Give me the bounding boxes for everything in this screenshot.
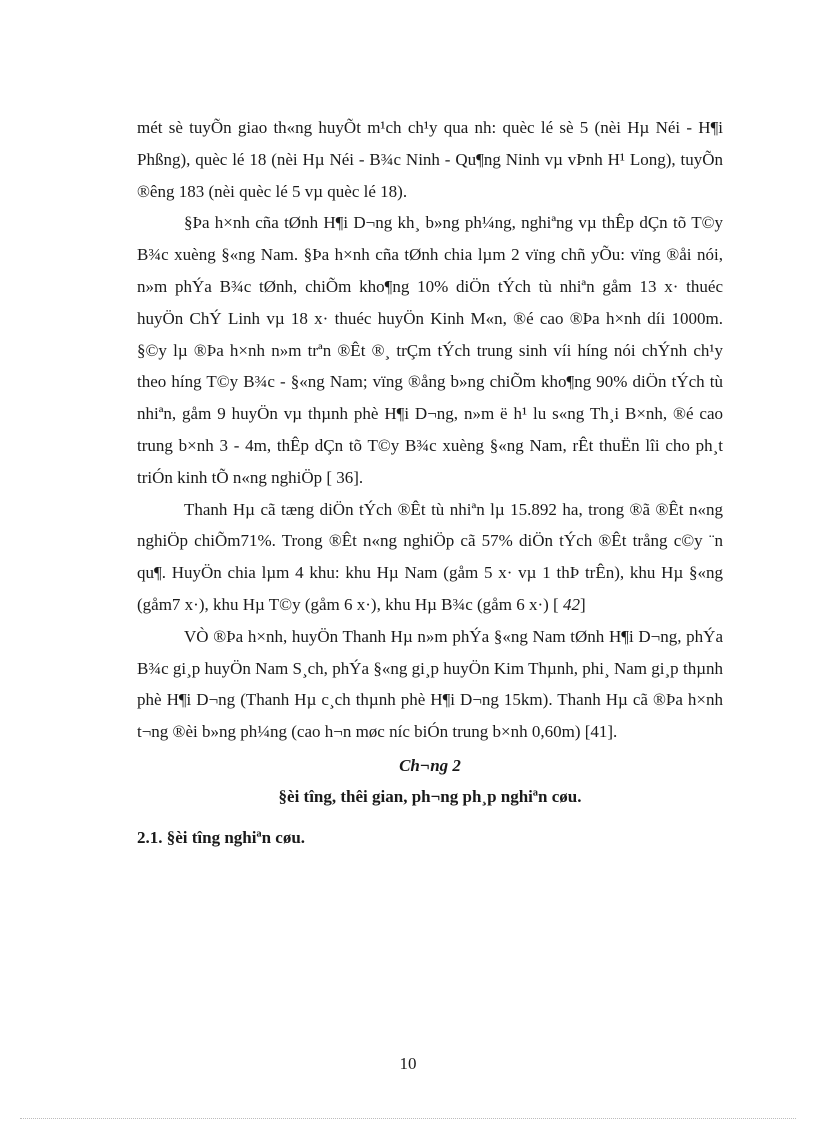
citation-42: 42 (562, 594, 580, 614)
page-bottom-divider (20, 1118, 796, 1119)
paragraph-terrain: §Þa h×nh cña tØnh H¶i D¬ng kh¸ b»ng ph¼ng, nghiªng vµ thÊp dÇn tõ T©y B¾c xuèng §«ng Nam. §Þa h×nh cña tØnh chia lµm 2 vïng chñ yÕu: vïng ®åi nói, n»m phÝa B¾c tØnh, chiÕm kho¶ng 10% diÖn tÝch tù nhiªn gåm 13 x· thuéc huyÖn ChÝ Linh vµ 18 x· thuéc huyÖn Kinh M«n, ®é cao ®Þa h×nh díi 1000m. §©y lµ ®Þa h×nh n»m trªn ®Êt ®¸ trÇm tÝch trung sinh víi híng nói chÝnh ch¹y theo híng T©y B¾c - §«ng Nam; vïng ®ång b»ng chiÕm kho¶ng 90% diÖn tÝch tù nhiªn, gåm 9 huyÖn vµ thµnh phè H¶i D¬ng, n»m ë h¹ lu s«ng Th¸i B×nh, ®é cao trung b×nh 3 - 4m, thÊp dÇn tõ T©y B¾c xuèng §«ng Nam, rÊt thuËn lîi cho ph¸t triÓn kinh tÕ n«ng nghiÖp [ 36]. (137, 213, 723, 487)
chapter-subtitle: §èi tîng, thêi gian, ph¬ng ph¸p nghiªn cøu. (278, 786, 582, 806)
chapter-title: Ch¬ng 2 (399, 755, 461, 775)
page-number: 10 (399, 1054, 417, 1073)
citation-42-close: ] (579, 594, 586, 614)
paragraph-transport: mét sè tuyÕn giao th«ng huyÕt m¹ch ch¹y qua nh: quèc lé sè 5 (nèi Hµ Néi - H¶i Phßng), quèc lé 18 (nèi Hµ Néi - B¾c Ninh - Qu¶ng Ninh vµ vÞnh H¹ Long), tuyÕn ®êng 183 (nèi quèc lé 5 vµ quèc lé 18). (137, 118, 723, 201)
paragraph-land-area (137, 494, 723, 621)
paragraph-land-area-text: Thanh Hµ cã tæng diÖn tÝch ®Êt tù nhiªn lµ 15.892 ha, trong ®ã ®Êt n«ng nghiÖp chiÕm71%. Trong ®Êt n«ng nghiÖp cã 57% diÖn tÝch ®Êt trång c©y ¨n qu¶. HuyÖn chia lµm 4 khu: khu Hµ Nam (gåm 5 x· vµ 1 thÞ trÊn), khu Hµ §«ng (gåm7 x·), khu Hµ T©y (gåm 6 x·), khu Hµ B¾c (gåm 6 x·) [ (137, 499, 723, 614)
paragraph-location: VÒ ®Þa h×nh, huyÖn Thanh Hµ n»m phÝa §«ng Nam tØnh H¶i D¬ng, phÝa B¾c gi¸p huyÖn Nam S¸ch, phÝa §«ng gi¸p huyÖn Kim Thµnh, phi¸ Nam gi¸p thµnh phè H¶i D¬ng (Thanh Hµ c¸ch thµnh phè H¶i D¬ng 15km). Thanh Hµ cã ®Þa h×nh t¬ng ®èi b»ng ph¼ng (cao h¬n møc níc biÓn trung b×nh 0,60m) [41]. (137, 626, 723, 742)
section-heading: 2.1. §èi tîng nghiªn cøu. (137, 827, 306, 847)
page-content (137, 112, 723, 853)
